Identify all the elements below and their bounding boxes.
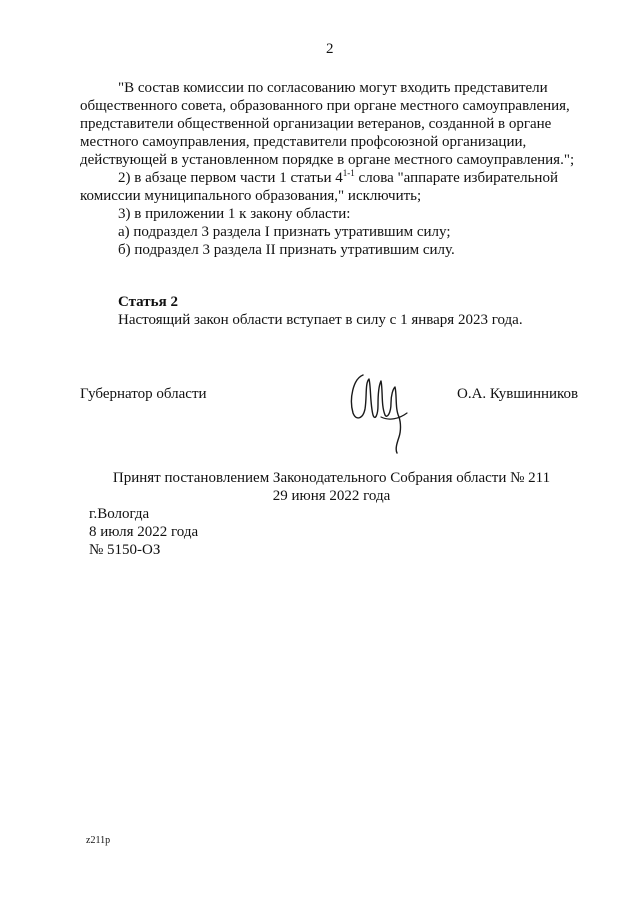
adoption-date: 29 июня 2022 года	[272, 488, 391, 504]
article-2-heading: Статья 2	[118, 294, 178, 310]
city: г.Вологда	[89, 506, 150, 522]
commission-line-1: "В состав комиссии по согласованию могут входить представители	[118, 80, 548, 96]
item-3a: а) подраздел 3 раздела I признать утратившим силу;	[118, 224, 451, 240]
commission-line-5: действующей в установленном порядке в органе местного самоуправления.";	[80, 152, 575, 168]
item-3b: б) подраздел 3 раздела II признать утратившим силу.	[118, 242, 455, 258]
article-superscript: 1-1	[342, 168, 355, 178]
item-2-end: слова "аппарате избирательной	[354, 170, 558, 186]
signatory-name: О.А. Кувшинников	[457, 386, 579, 402]
item-2-start: 2) в абзаце первом части 1 статьи 4	[118, 170, 343, 186]
page-number: 2	[326, 41, 334, 57]
footer-code: z211p	[86, 835, 111, 846]
paragraph-item-2	[118, 169, 583, 187]
handwritten-signature	[345, 365, 415, 455]
item-2-line-2: комиссии муниципального образования," исключить;	[80, 188, 422, 204]
commission-line-2: общественного совета, образованного при органе местного самоуправления,	[80, 98, 570, 114]
article-2-text: Настоящий закон области вступает в силу с 1 января 2023 года.	[118, 312, 523, 328]
law-number: № 5150-ОЗ	[89, 542, 161, 558]
paragraph-item-3: 3) в приложении 1 к закону области:	[118, 206, 351, 222]
signing-date: 8 июля 2022 года	[89, 524, 199, 540]
signatory-title: Губернатор области	[80, 386, 207, 402]
commission-line-3: представители общественной организации ветеранов, созданной в органе	[80, 116, 552, 132]
commission-line-4: местного самоуправления, представители профсоюзной организации,	[80, 134, 527, 150]
adoption-line-1: Принят постановлением Законодательного Собрания области № 211	[112, 470, 551, 486]
